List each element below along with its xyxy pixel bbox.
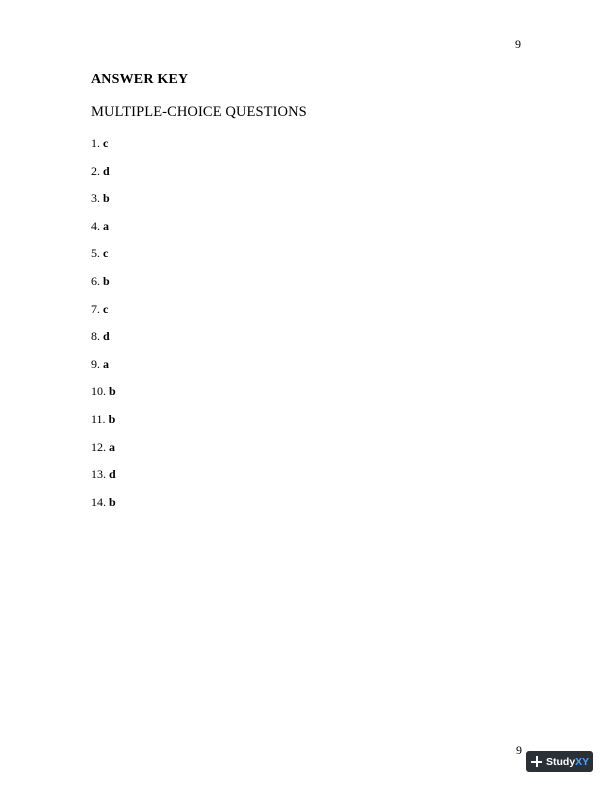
answer-letter: b <box>109 494 116 509</box>
answer-row <box>91 495 116 523</box>
plus-icon <box>531 756 542 767</box>
answer-letter: d <box>103 163 110 178</box>
answer-letter: d <box>109 467 116 482</box>
answer-number: 4. <box>91 218 100 233</box>
brand-name-xy: XY <box>575 755 590 768</box>
answer-number: 7. <box>91 301 100 316</box>
answer-letter: b <box>109 384 116 399</box>
answer-row <box>91 136 116 164</box>
answer-number: 13. <box>91 467 106 482</box>
studyxy-logo-badge[interactable] <box>526 751 593 772</box>
answer-number: 3. <box>91 191 100 206</box>
answer-letter: a <box>109 439 115 454</box>
answer-row <box>91 357 116 385</box>
answer-number: 8. <box>91 329 100 344</box>
answer-letter: b <box>103 273 110 288</box>
answer-number: 12. <box>91 439 106 454</box>
answer-number: 14. <box>91 494 106 509</box>
answer-number: 5. <box>91 246 100 261</box>
answer-number: 10. <box>91 384 106 399</box>
answer-row <box>91 191 116 219</box>
answer-letter: c <box>103 136 109 150</box>
answer-row <box>91 412 116 440</box>
answer-letter: c <box>103 301 109 316</box>
answer-letter: b <box>108 411 116 426</box>
answer-list <box>91 136 116 522</box>
answer-row <box>91 274 116 302</box>
answer-key-heading: ANSWER KEY <box>91 72 189 87</box>
answer-row <box>91 246 116 274</box>
answer-row <box>91 219 116 247</box>
page-number-bottom: 9 <box>516 743 522 757</box>
page-number-top: 9 <box>515 37 521 51</box>
answer-number: 6. <box>91 273 100 288</box>
section-subheading: MULTIPLE-CHOICE QUESTIONS <box>91 104 307 120</box>
answer-row <box>91 302 116 330</box>
answer-letter: d <box>103 329 110 344</box>
answer-letter: a <box>103 218 109 233</box>
answer-number: 1. <box>91 136 100 150</box>
brand-name-study: Study <box>546 755 576 768</box>
answer-row <box>91 384 116 412</box>
answer-number: 2. <box>91 163 100 178</box>
answer-letter: a <box>103 356 109 371</box>
answer-row <box>91 164 116 192</box>
answer-row <box>91 467 116 495</box>
answer-letter: c <box>103 246 109 261</box>
answer-row <box>91 329 116 357</box>
answer-number: 11. <box>91 411 106 426</box>
answer-row <box>91 440 116 468</box>
answer-number: 9. <box>91 356 100 371</box>
answer-letter: b <box>103 191 110 206</box>
